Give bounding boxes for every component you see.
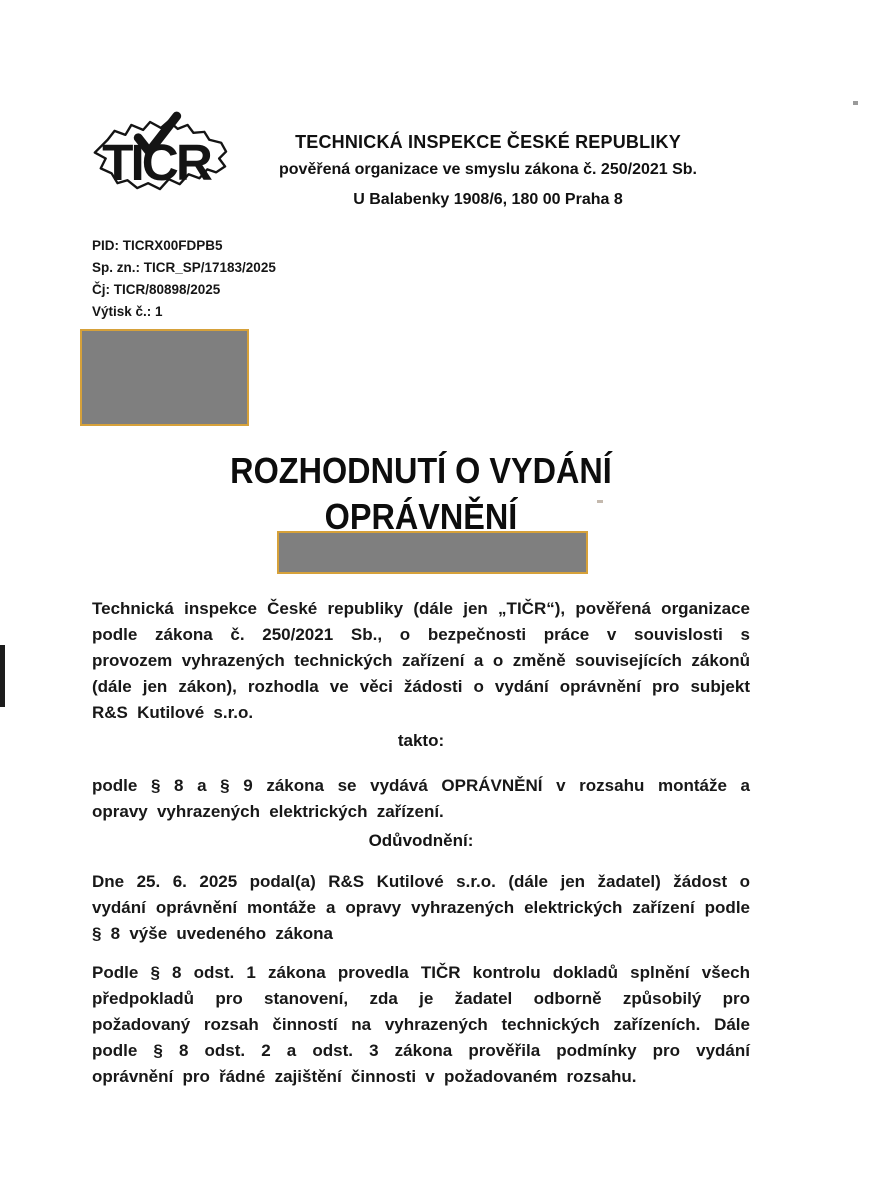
- paragraph-review: Podle § 8 odst. 1 zákona provedla TIČR kontrolu dokladů splnění všech předpokladů pro stanovení, zda je žadatel odborně způsobilý pro požadovaný rozsah činností na vyhrazených technických zařízeních. Dále podle § 8 odst. 2 a odst. 3 zákona prověřila podmínky pro vydání oprávnění pro řádné zajištění činnosti v požadovaném rozsahu.: [92, 963, 750, 1086]
- organization-header: [232, 132, 744, 209]
- ref-sp-zn: Sp. zn.: TICR_SP/17183/2025: [92, 260, 276, 275]
- ticr-logo: [82, 106, 230, 212]
- scan-artifact-top-right-dot: [853, 101, 858, 105]
- ref-cj: Čj: TICR/80898/2025: [92, 282, 221, 297]
- scan-artifact-left-edge: [0, 645, 5, 707]
- paragraph-verdict: podle § 8 a § 9 zákona se vydává OPRÁVNĚNÍ v rozsahu montáže a opravy vyhrazených elektrických zařízení.: [92, 776, 750, 821]
- ref-vytisk: Výtisk č.: 1: [92, 304, 163, 319]
- heading-oduvodneni: Odůvodnění:: [368, 831, 474, 850]
- heading-takto: takto:: [397, 731, 445, 750]
- logo-text: TICR: [102, 134, 210, 192]
- document-title-line1: ROZHODNUTÍ O VYDÁNÍ: [230, 450, 612, 491]
- document-title-line2: OPRÁVNĚNÍ: [324, 496, 518, 537]
- organization-name: TECHNICKÁ INSPEKCE ČESKÉ REPUBLIKY: [295, 132, 681, 152]
- paragraph-intro: Technická inspekce České republiky (dále jen „TIČR“), pověřená organizace podle zákona č. 250/2021 Sb., o bezpečnosti práce v souvislosti s provozem vyhrazených technických zařízení a o změně souvisejících zákonů (dále jen zákon), rozhodla ve věci žádosti o vydání oprávnění pro subjekt R&S Kutilové s.r.o.: [92, 599, 750, 722]
- reference-block: [92, 235, 276, 323]
- organization-subtitle: pověřená organizace ve smyslu zákona č. 250/2021 Sb.: [279, 161, 697, 178]
- document-title: [125, 448, 717, 540]
- paragraph-application: Dne 25. 6. 2025 podal(a) R&S Kutilové s.r.o. (dále jen žadatel) žádost o vydání oprávnění montáže a opravy vyhrazených elektrických zařízení podle § 8 výše uvedeného zákona: [92, 872, 750, 943]
- redaction-box-1: [80, 329, 249, 426]
- organization-address: U Balabenky 1908/6, 180 00 Praha 8: [353, 191, 623, 208]
- scan-artifact-title-dash: [597, 500, 603, 503]
- ticr-logo-svg: [82, 106, 230, 212]
- ref-pid: PID: TICRX00FDPB5: [92, 238, 223, 253]
